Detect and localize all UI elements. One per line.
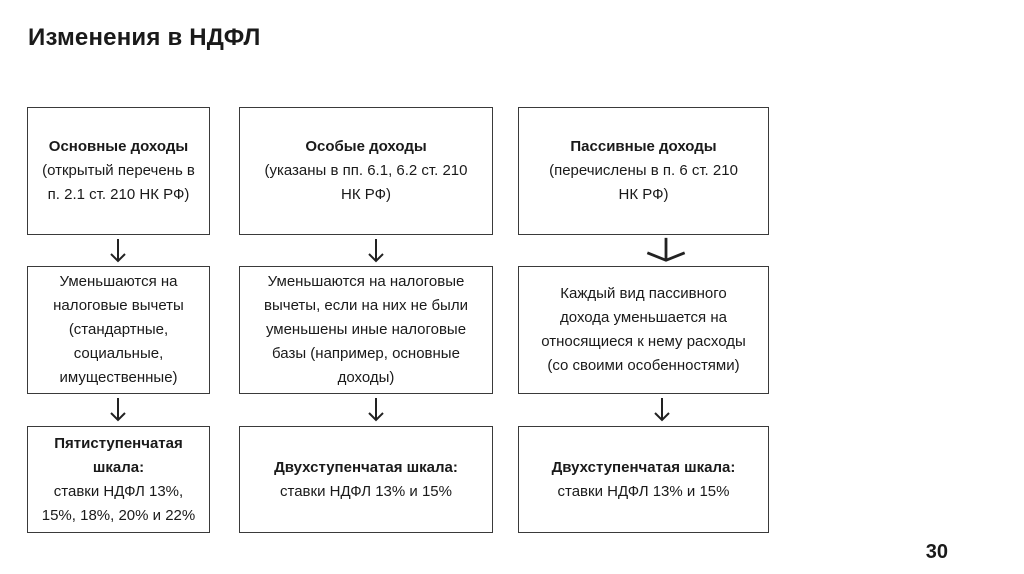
- box-text-line: базы (например, основные: [272, 345, 460, 362]
- box-text-line: Уменьшаются на налоговые: [267, 273, 465, 290]
- box-text-line: доходы): [337, 369, 395, 386]
- page-number: 30: [925, 541, 948, 563]
- box-text-line: п. 2.1 ст. 210 НК РФ): [47, 186, 190, 203]
- box-text-line: ставки НДФЛ 13% и 15%: [280, 482, 452, 500]
- box-heading: Двухступенчатая шкала:: [551, 458, 736, 476]
- box-text-line: ставки НДФЛ 13%,: [53, 482, 184, 500]
- box-text-line: НК РФ): [341, 186, 391, 203]
- box-text-line: НК РФ): [618, 186, 669, 203]
- arrow-down-icon: [108, 396, 128, 424]
- box-heading: Двухступенчатая шкала:: [274, 458, 458, 476]
- box-text-line: социальные,: [73, 345, 164, 362]
- box-passive-expenses: [518, 266, 769, 394]
- box-text-line: дохода уменьшается на: [560, 309, 727, 326]
- box-text-line: (стандартные,: [68, 321, 169, 338]
- arrow-down-icon: [366, 237, 386, 265]
- box-heading: Особые доходы: [305, 138, 427, 155]
- box-heading: Пятиступенчатая: [54, 434, 183, 452]
- box-basic-income: [27, 107, 210, 235]
- box-passive-tax-scale: [518, 426, 769, 533]
- box-text-line: Каждый вид пассивного: [560, 285, 727, 302]
- box-text-line: налоговые вычеты: [53, 297, 184, 314]
- box-text-line: ставки НДФЛ 13% и 15%: [557, 482, 730, 500]
- box-text-line: Уменьшаются на: [59, 273, 178, 290]
- box-special-deductions: [239, 266, 493, 394]
- box-text-line: (открытый перечень в: [42, 162, 195, 179]
- box-passive-income: [518, 107, 769, 235]
- box-text-line: имущественные): [59, 369, 178, 386]
- box-text-line: (перечислены в п. 6 ст. 210: [549, 162, 738, 179]
- box-basic-deductions: [27, 266, 210, 394]
- arrow-down-icon: [366, 396, 386, 424]
- box-heading: Пассивные доходы: [570, 138, 717, 155]
- box-heading: шкала:: [92, 458, 145, 476]
- box-special-income: [239, 107, 493, 235]
- box-text-line: (указаны в пп. 6.1, 6.2 ст. 210: [264, 162, 468, 179]
- box-special-tax-scale: [239, 426, 493, 533]
- box-text-line: вычеты, если на них не были: [264, 297, 468, 314]
- box-text-line: уменьшены иные налоговые: [265, 321, 467, 338]
- page-title: Изменения в НДФЛ: [28, 24, 261, 51]
- box-heading: Основные доходы: [48, 138, 189, 155]
- arrow-down-icon: [108, 237, 128, 265]
- arrow-down-icon: [652, 396, 672, 424]
- box-basic-tax-scale: [27, 426, 210, 533]
- arrow-down-icon: [643, 236, 689, 264]
- box-text-line: относящиеся к нему расходы: [541, 333, 746, 350]
- box-text-line: (со своими особенностями): [547, 357, 740, 374]
- box-text-line: 15%, 18%, 20% и 22%: [41, 506, 196, 524]
